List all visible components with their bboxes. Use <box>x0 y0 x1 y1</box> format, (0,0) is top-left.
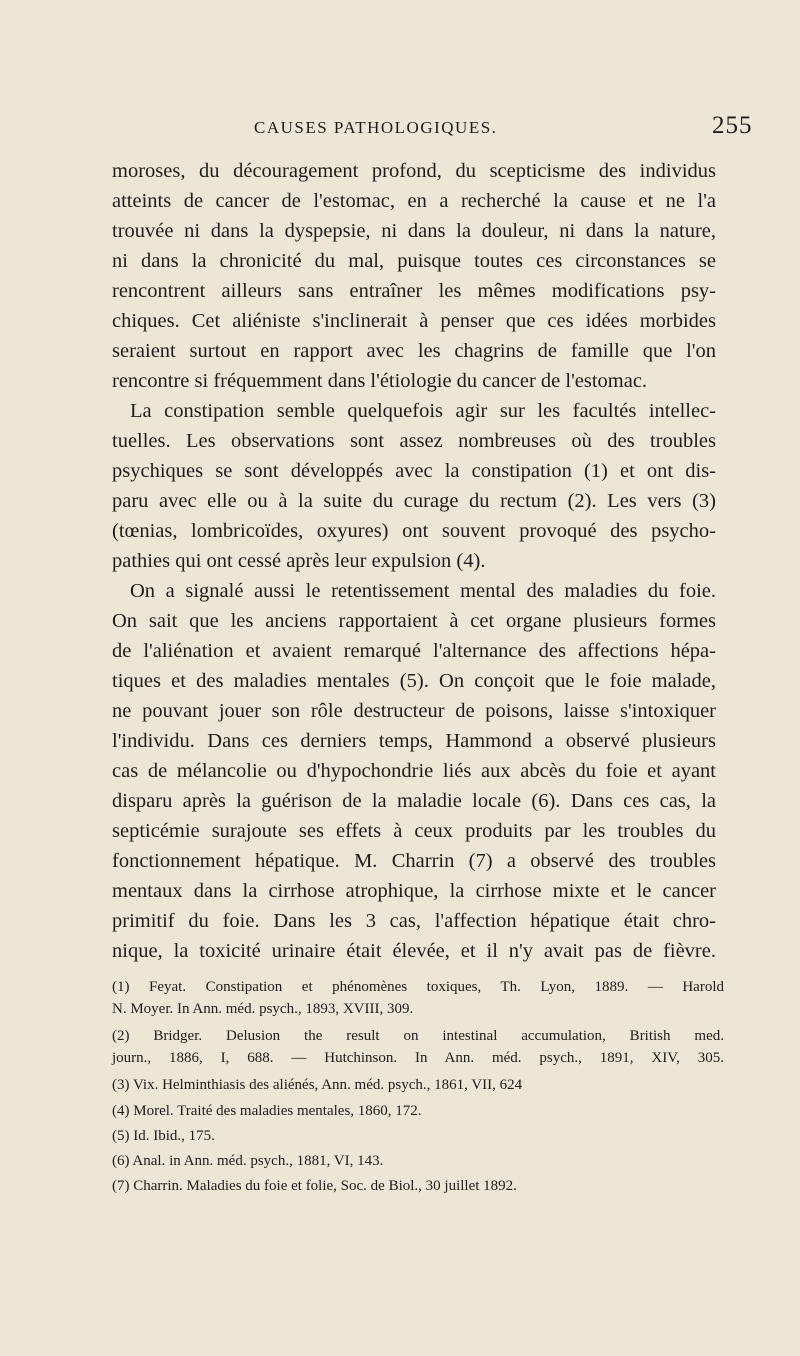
body-line: mentaux dans la cirrhose atrophique, la cirrhose mixte et le cancer <box>112 880 716 902</box>
body-line: l'individu. Dans ces derniers temps, Hammond a observé plusieurs <box>112 730 716 752</box>
body-line: septicémie surajoute ses effets à ceux produits par les troubles du <box>112 820 716 842</box>
body-line: pathies qui ont cessé après leur expulsion (4). <box>112 550 486 572</box>
footnote: (2) Bridger. Delusion the result on intestinal accumulation, British med. <box>112 1028 724 1044</box>
body-line: rencontre si fréquemment dans l'étiologie du cancer de l'estomac. <box>112 370 648 392</box>
body-line: chiques. Cet aliéniste s'inclinerait à penser que ces idées morbides <box>112 310 716 332</box>
footnote: (5) Id. Ibid., 175. <box>112 1128 215 1144</box>
body-line: On sait que les anciens rapportaient à cet organe plusieurs formes <box>112 610 716 632</box>
footnote: N. Moyer. In Ann. méd. psych., 1893, XVIII, 309. <box>112 1001 414 1017</box>
footnote: journ., 1886, I, 688. — Hutchinson. In Ann. méd. psych., 1891, XIV, 305. <box>112 1050 724 1066</box>
body-line: moroses, du découragement profond, du scepticisme des individus <box>112 160 716 182</box>
body-line: nique, la toxicité urinaire était élevée, et il n'y avait pas de fièvre. <box>112 940 716 962</box>
footnote: (4) Morel. Traité des maladies mentales, 1860, 172. <box>112 1103 422 1119</box>
body-line: trouvée ni dans la dyspepsie, ni dans la douleur, ni dans la nature, <box>112 220 716 242</box>
running-title: CAUSES PATHOLOGIQUES. <box>254 118 498 137</box>
body-line: atteints de cancer de l'estomac, en a recherché la cause et ne l'a <box>112 190 716 212</box>
body-line: paru avec elle ou à la suite du curage du rectum (2). Les vers (3) <box>112 490 716 512</box>
body-line: seraient surtout en rapport avec les chagrins de famille que l'on <box>112 340 716 362</box>
body-line: On a signalé aussi le retentissement mental des maladies du foie. <box>130 580 716 602</box>
body-line: ne pouvant jouer son rôle destructeur de poisons, laisse s'intoxiquer <box>112 700 716 722</box>
footnote: (7) Charrin. Maladies du foie et folie, Soc. de Biol., 30 juillet 1892. <box>112 1178 517 1194</box>
body-line: ni dans la chronicité du mal, puisque toutes ces circonstances se <box>112 250 716 272</box>
body-line: tuelles. Les observations sont assez nombreuses où des troubles <box>112 430 716 452</box>
body-line: (tœnias, lombricoïdes, oxyures) ont souvent provoqué des psycho- <box>112 520 716 542</box>
body-line: rencontrent ailleurs sans entraîner les mêmes modifications psy- <box>112 280 716 302</box>
body-line: cas de mélancolie ou d'hypochondrie liés aux abcès du foie et ayant <box>112 760 716 782</box>
page-number: 255 <box>712 112 753 139</box>
body-line: psychiques se sont développés avec la constipation (1) et ont dis- <box>112 460 716 482</box>
footnote: (1) Feyat. Constipation et phénomènes toxiques, Th. Lyon, 1889. — Harold <box>112 979 724 995</box>
body-line: tiques et des maladies mentales (5). On conçoit que le foie malade, <box>112 670 716 692</box>
body-line: fonctionnement hépatique. M. Charrin (7) a observé des troubles <box>112 850 716 872</box>
footnote: (6) Anal. in Ann. méd. psych., 1881, VI, 143. <box>112 1153 384 1169</box>
running-head <box>0 112 800 144</box>
body-line: disparu après la guérison de la maladie locale (6). Dans ces cas, la <box>112 790 716 812</box>
body-line: La constipation semble quelquefois agir sur les facultés intellec- <box>130 400 716 422</box>
body-line: de l'aliénation et avaient remarqué l'alternance des affections hépa- <box>112 640 716 662</box>
body-line: primitif du foie. Dans les 3 cas, l'affection hépatique était chro- <box>112 910 716 932</box>
footnote: (3) Vix. Helminthiasis des aliénés, Ann. méd. psych., 1861, VII, 624 <box>112 1077 523 1093</box>
